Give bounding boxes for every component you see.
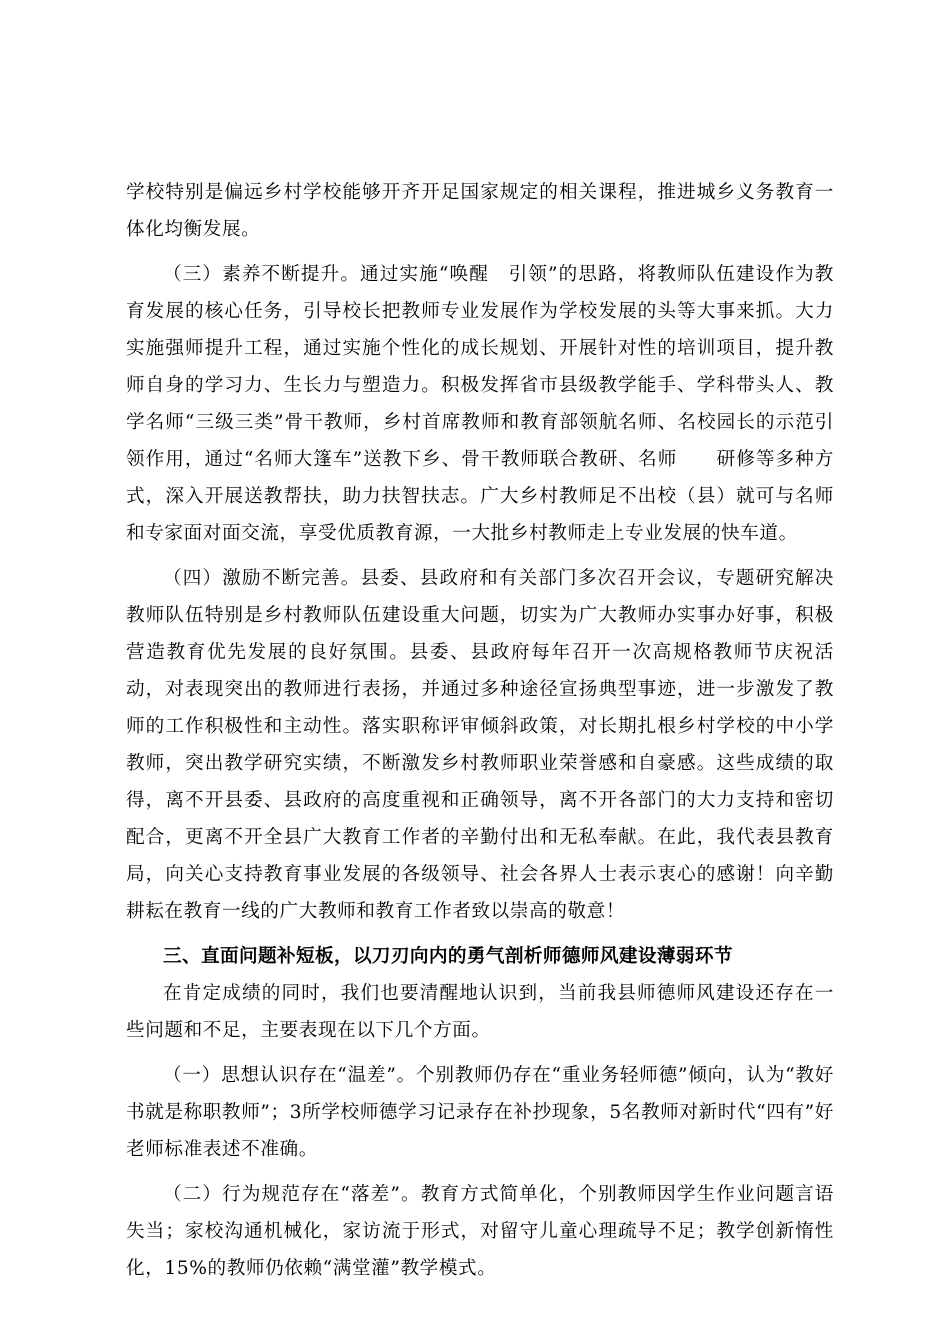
paragraph-section-3-quality: （三）素养不断提升。通过实施“唤醒 引领”的思路，将教师队伍建设作为教育发展的核心任务，引导校长把教师专业发展作为学校发展的头等大事来抓。大力实施强师提升工程，通过实施个性化的成长规划、开展针对性的培训项目，提升教师自身的学习力、生长力与塑造力。积极发挥省市县级教学能手、学科带头人、教学名师“三级三类”骨干教师，乡村首席教师和教育部领航名师、名校园长的示范引领作用，通过“名师大篷车”送教下乡、骨干教师联合教研、名师 研修等多种方式，深入开展送教帮扶，助力扶智扶志。广大乡村教师足不出校（县）就可与名师和专家面对面交流，享受优质教育源，一大批乡村教师走上专业发展的快车道。 [126,264,834,544]
document-body [126,174,834,1287]
paragraph-problems-intro: 在肯定成绩的同时，我们也要清醒地认识到，当前我县师德师风建设还存在一些问题和不足，主要表现在以下几个方面。 [126,983,834,1041]
paragraph-continuation: 学校特别是偏远乡村学校能够开齐开足国家规定的相关课程，推进城乡义务教育一体化均衡发展。 [126,182,834,240]
paragraph-problem-2-behavior: （二）行为规范存在“落差”。教育方式简单化，个别教师因学生作业问题言语失当；家校沟通机械化，家访流于形式，对留守儿童心理疏导不足；教学创新惰性化，15%的教师仍依赖“满堂灌”教学模式。 [126,1184,834,1279]
section-heading-three: 三、直面问题补短板，以刀刃向内的勇气剖析师德师风建设薄弱环节 [163,946,733,967]
paragraph-problem-1-awareness: （一）思想认识存在“温差”。个别教师仍存在“重业务轻师德”倾向，认为“教好书就是称职教师”；3所学校师德学习记录存在补抄现象，5名教师对新时代“四有”好老师标准表述不准确。 [126,1065,834,1160]
paragraph-section-4-incentive: （四）激励不断完善。县委、县政府和有关部门多次召开会议，专题研究解决教师队伍特别是乡村教师队伍建设重大问题，切实为广大教师办实事办好事，积极营造教育优先发展的良好氛围。县委、县政府每年召开一次高规格教师节庆祝活动，对表现突出的教师进行表扬，并通过多种途径宣扬典型事迹，进一步激发了教师的工作积极性和主动性。落实职称评审倾斜政策，对长期扎根乡村学校的中小学教师，突出教学研究实绩，不断激发乡村教师职业荣誉感和自豪感。这些成绩的取得，离不开县委、县政府的高度重视和正确领导，离不开各部门的大力支持和密切配合，更离不开全县广大教育工作者的辛勤付出和无私奉献。在此，我代表县教育局，向关心支持教育事业发展的各级领导、社会各界人士表示衷心的感谢！向辛勤耕耘在教育一线的广大教师和教育工作者致以崇高的敬意！ [126,568,834,922]
